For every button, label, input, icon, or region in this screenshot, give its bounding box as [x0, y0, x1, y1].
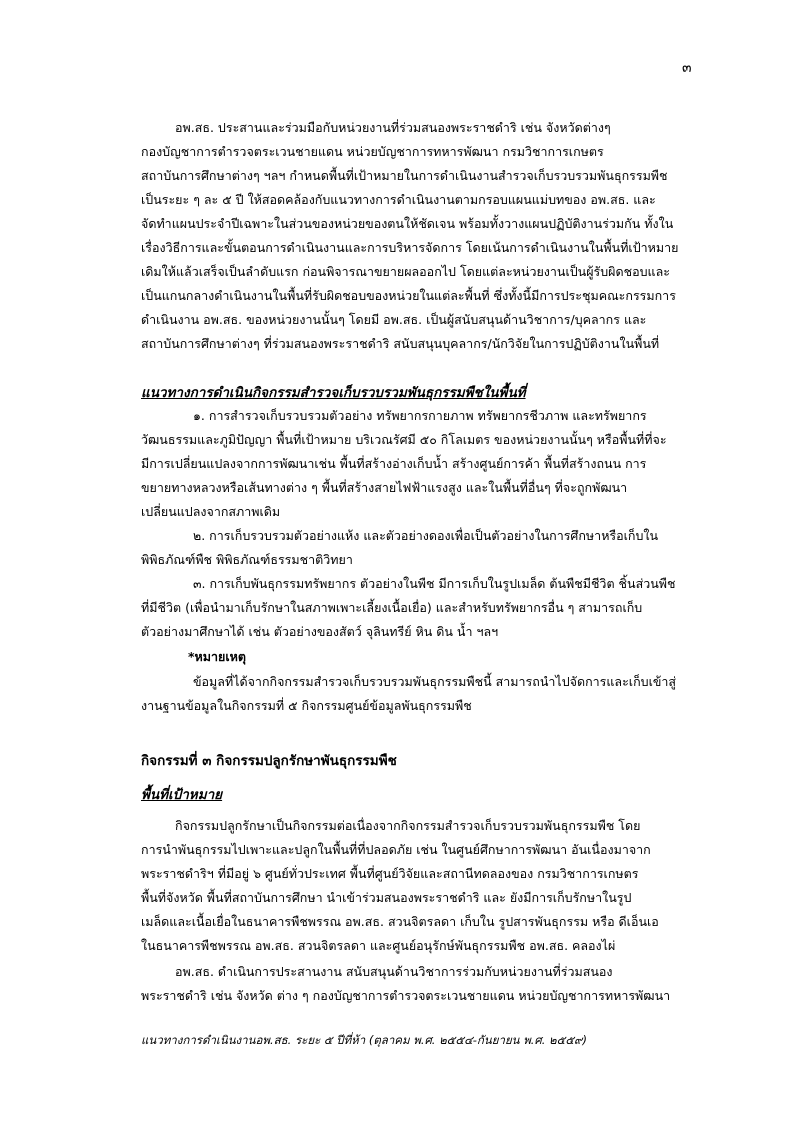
list-item-specimens — [141, 524, 696, 572]
text-line: ข้อมูลที่ได้จากกิจกรรมสำรวจเก็บรวบรวมพันธุกรรมพืชนี้ สามารถนำไปจัดการและเก็บเข้าสู่ — [193, 674, 677, 689]
text-line: การนำพันธุกรรมไปเพาะและปลูกในพื้นที่ที่ปลอดภัย เช่น ในศูนย์ศึกษาการพัฒนา อันเนื่องมาจาก — [141, 842, 651, 857]
text-line: ที่มีชีวิต (เพื่อนำมาเก็บรักษาในสภาพเพาะเลี้ยงเนื้อเยื่อ) และสำหรับทรัพยากรอื่น ๆ สามารถเก็บ — [141, 600, 643, 615]
note-label: *หมายเหตุ — [188, 649, 246, 664]
paragraph-coordination — [141, 116, 696, 356]
text-line: พื้นที่จังหวัด พื้นที่สถาบันการศึกษา นำเข้าร่วมสนองพระราชดำริ และ ยังมีการเก็บรักษาในรูป — [141, 890, 632, 905]
text-line: ๓. การเก็บพันธุกรรมทรัพยากร ตัวอย่างในพืช มีการเก็บในรูปเมล็ด ต้นพืชมีชีวิต ชิ้นส่วนพืช — [193, 576, 676, 591]
list-item-germplasm — [141, 572, 696, 644]
text-line: เป็นแกนกลางดำเนินงานในพื้นที่รับผิดชอบของหน่วยในแต่ละพื้นที่ ซึ่งทั้งนี้มีการประชุมคณะกรรมการ — [141, 288, 676, 303]
subsection-heading-target-area: พื้นที่เป้าหมาย — [141, 787, 223, 803]
list-item-survey — [141, 404, 696, 524]
text-line: ๒. การเก็บรวบรวมตัวอย่างแห้ง และตัวอย่างดองเพื่อเป็นตัวอย่างในการศึกษาหรือเก็บใน — [193, 528, 659, 543]
text-line: ตัวอย่างมาศึกษาได้ เช่น ตัวอย่างของสัตว์ จุลินทรีย์ หิน ดิน น้ำ ฯลฯ — [141, 624, 499, 639]
note-text — [141, 670, 696, 718]
text-line: วัฒนธรรมและภูมิปัญญา พื้นที่เป้าหมาย บริเวณรัศมี ๕๐ กิโลเมตร ของหน่วยงานนั้นๆ หรือพื้นที่ที่จะ — [141, 432, 667, 447]
paragraph-coordination-2 — [141, 960, 696, 1008]
text-line: พระราชดำริ เช่น จังหวัด ต่าง ๆ กองบัญชาการตำรวจตระเวนชายแดน หน่วยบัญชาการทหารพัฒนา — [141, 988, 671, 1003]
text-line: พิพิธภัณฑ์พืช พิพิธภัณฑ์ธรรมชาติวิทยา — [141, 552, 353, 567]
text-line: มีการเปลี่ยนแปลงจากการพัฒนาเช่น พื้นที่สร้างอ่างเก็บน้ำ สร้างศูนย์การค้า พื้นที่สร้างถนน การ — [141, 456, 647, 471]
section-heading-activity-3: กิจกรรมที่ ๓ กิจกรรมปลูกรักษาพันธุกรรมพืช — [141, 753, 397, 769]
text-line: อพ.สธ. ดำเนินการประสานงาน สนับสนุนด้านวิชาการร่วมกับหน่วยงานที่ร่วมสนอง — [175, 964, 613, 979]
text-line: เปลี่ยนแปลงจากสภาพเดิม — [141, 504, 281, 519]
text-line: พระราชดำริฯ ที่มีอยู่ ๖ ศูนย์ทั่วประเทศ พื้นที่ศูนย์วิจัยและสถานีทดลองของ กรมวิชาการเกษตร — [141, 866, 639, 881]
text-line: อพ.สธ. ประสานและร่วมมือกับหน่วยงานที่ร่วมสนองพระราชดำริ เช่น จังหวัดต่างๆ — [175, 120, 611, 135]
text-line: เมล็ดและเนื้อเยื่อในธนาคารพืชพรรณ อพ.สธ. สวนจิตรลดา เก็บใน รูปสารพันธุกรรม หรือ ดีเอ็นเอ — [141, 914, 659, 929]
text-line: สถาบันการศึกษาต่างๆ ฯลฯ กำหนดพื้นที่เป้าหมายในการดำเนินงานสำรวจเก็บรวบรวมพันธุกรรมพืช — [141, 168, 668, 183]
section-heading-survey-guidelines: แนวทางการดำเนินกิจกรรมสำรวจเก็บรวบรวมพันธุกรรมพืชในพื้นที่ — [141, 385, 526, 401]
text-line: เรื่องวิธีการและขั้นตอนการดำเนินงานและการบริหารจัดการ โดยเน้นการดำเนินงานในพื้นที่เป้าหมาย — [141, 240, 679, 255]
text-line: ๑. การสำรวจเก็บรวบรวมตัวอย่าง ทรัพยากรกายภาพ ทรัพยากรชีวภาพ และทรัพยากร — [193, 408, 647, 423]
text-line: กิจกรรมปลูกรักษาเป็นกิจกรรมต่อเนื่องจากกิจกรรมสำรวจเก็บรวบรวมพันธุกรรมพืช โดย — [175, 818, 641, 833]
text-line: สถาบันการศึกษาต่างๆ ที่ร่วมสนองพระราชดำริ สนับสนุนบุคลากร/นักวิจัยในการปฏิบัติงานในพื้นที่ — [141, 336, 660, 351]
text-line: ในธนาคารพืชพรรณ อพ.สธ. สวนจิตรลดา และศูนย์อนุรักษ์พันธุกรรมพืช อพ.สธ. คลองไผ่ — [141, 938, 616, 953]
page-number: ๓ — [682, 60, 692, 76]
paragraph-conservation — [141, 814, 696, 958]
text-line: งานฐานข้อมูลในกิจกรรมที่ ๕ กิจกรรมศูนย์ข้อมูลพันธุกรรมพืช — [141, 698, 472, 713]
text-line: ดำเนินงาน อพ.สธ. ของหน่วยงานนั้นๆ โดยมี อพ.สธ. เป็นผู้สนับสนุนด้านวิชาการ/บุคลากร และ — [141, 312, 647, 327]
text-line: จัดทำแผนประจำปีเฉพาะในส่วนของหน่วยของตนให้ชัดเจน พร้อมทั้งวางแผนปฏิบัติงานร่วมกัน ทั้งใน — [141, 216, 674, 231]
text-line: เป็นระยะ ๆ ละ ๕ ปี ให้สอดคล้องกับแนวทางการดำเนินงานตามกรอบแผนแม่บทของ อพ.สธ. และ — [141, 192, 656, 207]
text-line: ขยายทางหลวงหรือเส้นทางต่าง ๆ พื้นที่สร้างสายไฟฟ้าแรงสูง และในพื้นที่อื่นๆ ที่จะถูกพัฒนา — [141, 480, 628, 495]
page-footer: แนวทางการดำเนินงานอพ.สธ. ระยะ ๕ ปีที่ห้า (ตุลาคม พ.ศ. ๒๕๕๔-กันยายน พ.ศ. ๒๕๕๙) — [141, 1033, 587, 1047]
text-line: เดิมให้แล้วเสร็จเป็นลำดับแรก ก่อนพิจารณาขยายผลออกไป โดยแต่ละหน่วยงานเป็นผู้รับผิดชอบและ — [141, 264, 670, 279]
text-line: กองบัญชาการตำรวจตระเวนชายแดน หน่วยบัญชาการทหารพัฒนา กรมวิชาการเกษตร — [141, 144, 604, 159]
